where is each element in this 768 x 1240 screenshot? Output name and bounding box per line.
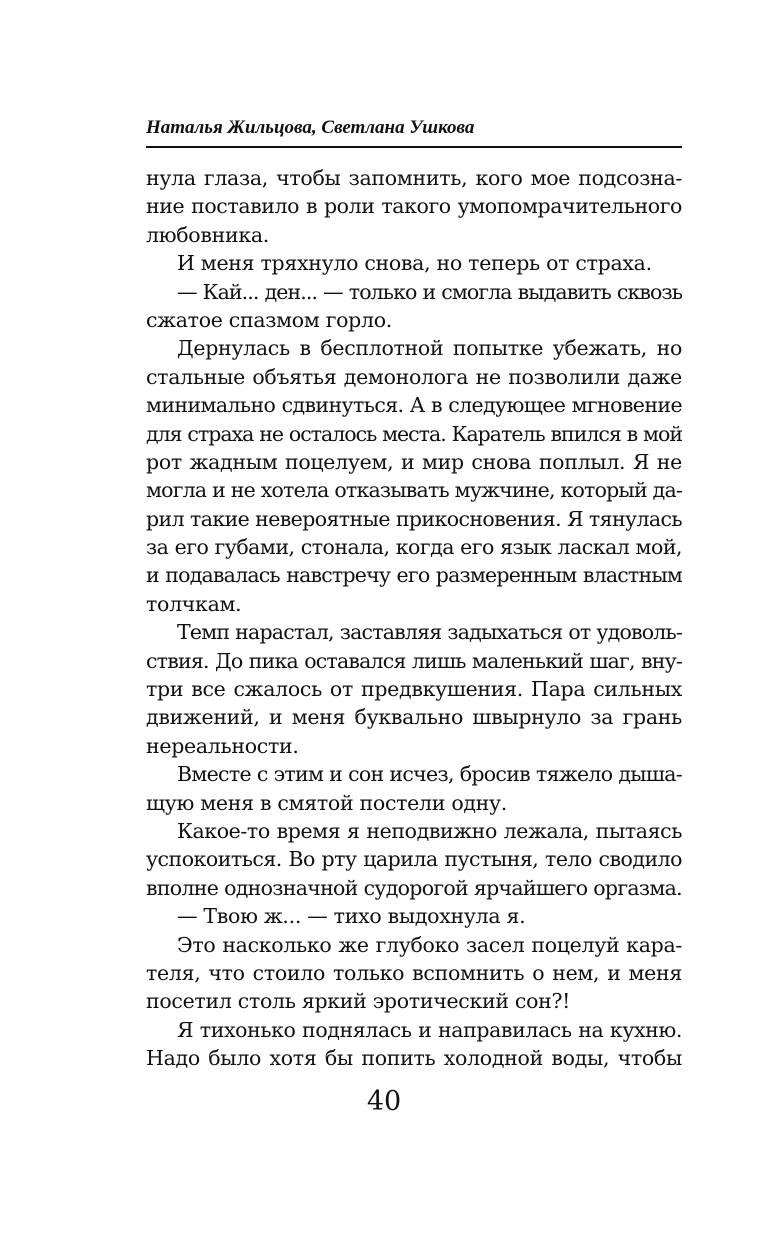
text-line: Темп нарастал, заставляя задыхаться от удоволь- (177, 620, 682, 645)
text-line: три все сжалось от предвкушения. Пара сильных (146, 677, 682, 702)
text-line: и подавалась навстречу его размеренным властным (146, 563, 682, 588)
text-line: минимально сдвинуться. А в следующее мгновение (146, 393, 682, 418)
text-line: — Кай... ден... — только и смогла выдавить сквозь (177, 279, 682, 304)
text-line: толчкам. (146, 591, 242, 616)
header-divider (146, 146, 682, 148)
text-line: Вместе с этим и сон исчез, бросив тяжело дыша- (177, 762, 682, 787)
text-line: рот жадным поцелуем, и мир снова поплыл. Я не (146, 449, 682, 474)
text-line: вполне однозначной судорогой ярчайшего оргазма. (146, 875, 682, 900)
text-line: за его губами, стонала, когда его язык ласкал мой, (146, 535, 682, 560)
text-line: сжатое спазмом горло. (146, 307, 392, 332)
text-line: нула глаза, чтобы запомнить, кого мое подсозна- (146, 166, 682, 190)
text-line: щую меня в смятой постели одну. (146, 790, 508, 815)
text-line: — Твою ж... — тихо выдохнула я. (177, 904, 526, 929)
text-line: стальные объятья демонолога не позволили даже (146, 364, 682, 389)
text-line: посетил столь яркий эротический сон?! (146, 989, 571, 1014)
text-line: Дернулась в бесплотной попытке убежать, но (177, 336, 682, 361)
running-header: Наталья Жильцова, Светлана Ушкова (146, 117, 475, 138)
text-line: ние поставило в роли такого умопомрачительного (146, 194, 682, 219)
text-line: Надо было хотя бы попить холодной воды, чтобы (146, 1046, 682, 1071)
text-line: рил такие невероятные прикосновения. Я тянулась (146, 506, 682, 531)
page-number: 40 (366, 1086, 402, 1117)
text-line: нереальности. (146, 733, 299, 758)
text-line: теля, что стоило только вспомнить о нем, и меня (146, 960, 682, 985)
text-line: успокоиться. Во рту царила пустыня, тело сводило (146, 847, 682, 872)
text-line: движений, и меня буквально швырнуло за грань (146, 705, 682, 730)
text-line: могла и не хотела отказывать мужчине, который да- (146, 478, 682, 503)
text-line: любовника. (146, 222, 269, 247)
text-line: Я тихонько поднялась и направилась на кухню. (177, 1017, 682, 1042)
text-line: И меня тряхнуло снова, но теперь от страха. (177, 251, 652, 276)
text-line: Это насколько же глубоко засел поцелуй кара- (177, 932, 682, 957)
page-body (146, 164, 682, 1073)
text-line: ствия. До пика оставался лишь маленький шаг, вну- (146, 648, 682, 673)
text-line: Какое-то время я неподвижно лежала, пытаясь (177, 818, 682, 843)
text-line: для страха не осталось места. Каратель впился в мой (146, 421, 682, 446)
